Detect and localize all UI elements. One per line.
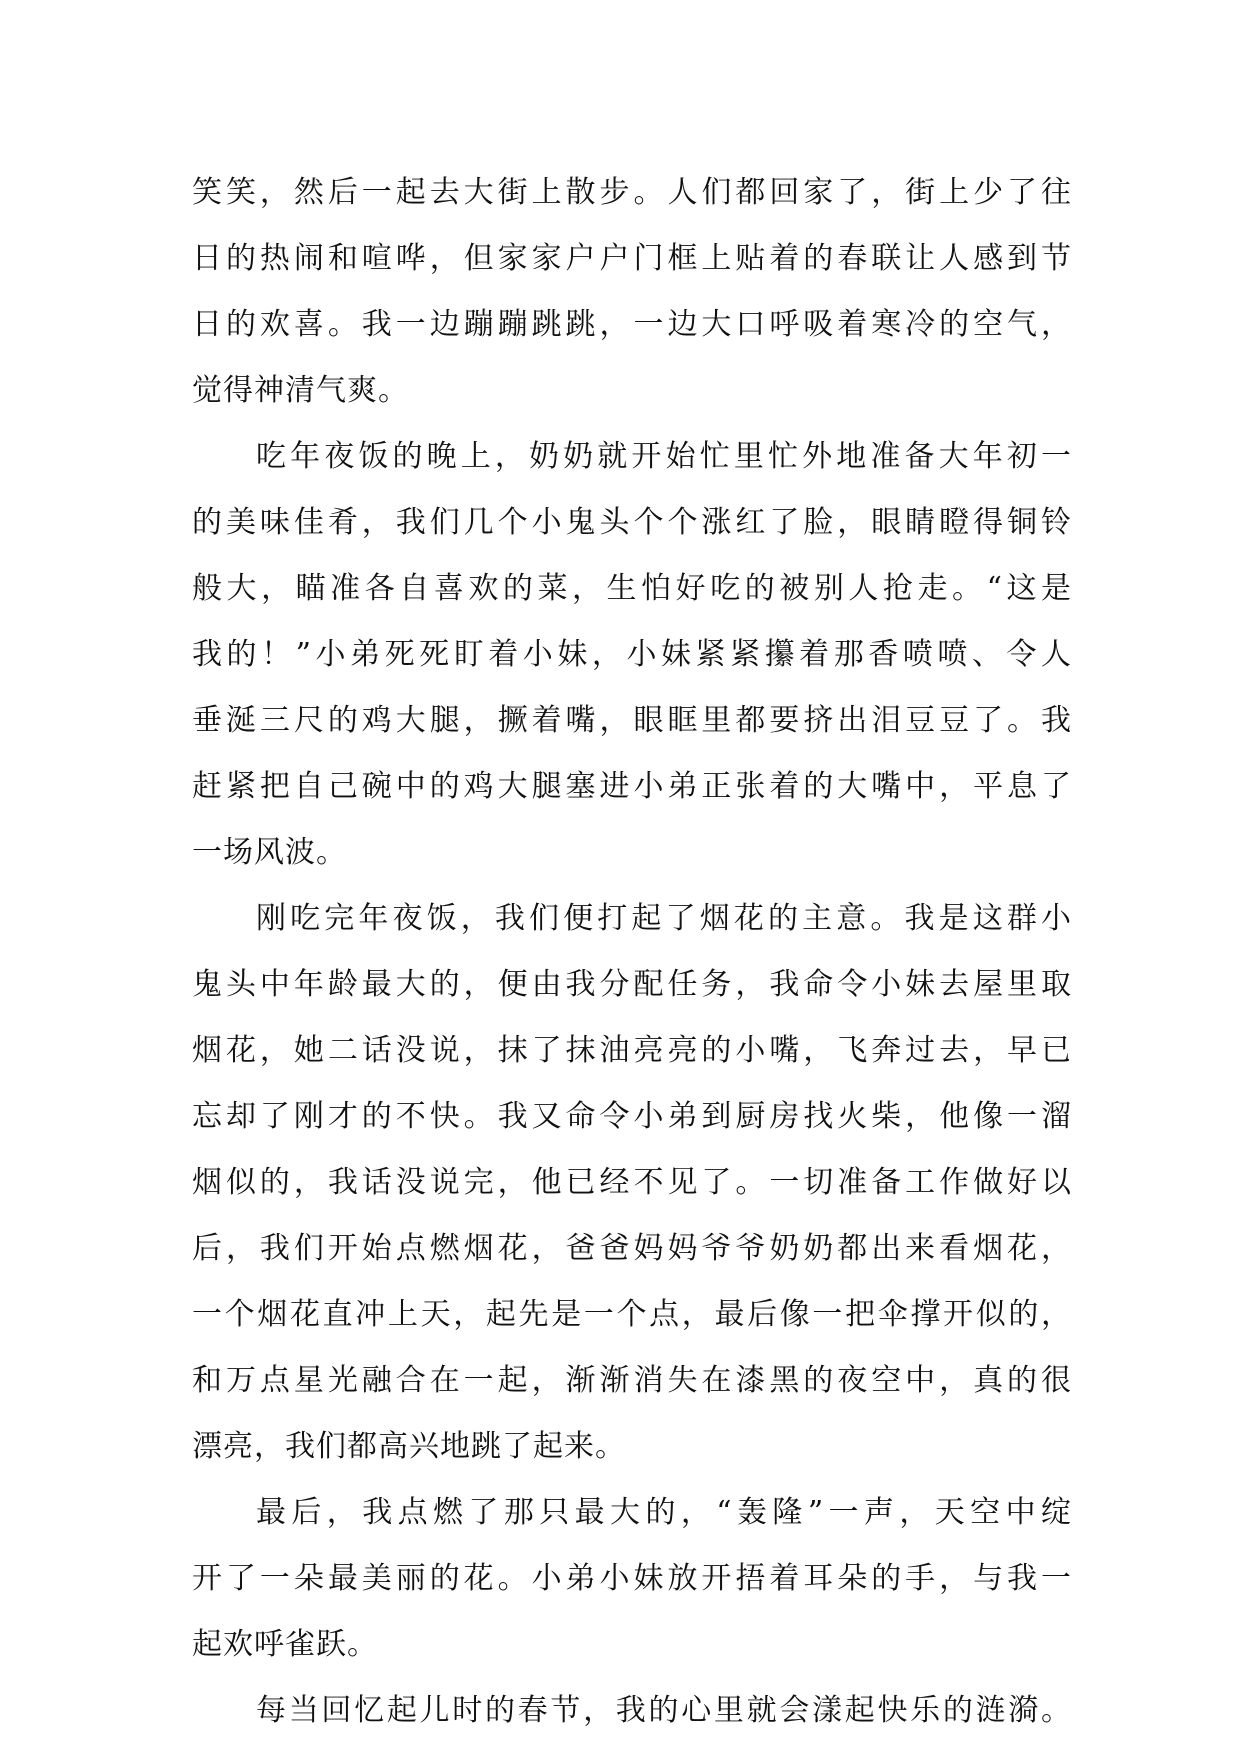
- text-line: 笑笑，然后一起去大街上散步。人们都回家了，街上少了往: [192, 175, 1072, 210]
- text-line: 和万点星光融合在一起，渐渐消失在漆黑的夜空中，真的很: [192, 1363, 1072, 1398]
- text-line: 鬼头中年龄最大的，便由我分配任务，我命令小妹去屋里取: [192, 967, 1072, 1002]
- text-line: 开了一朵最美丽的花。小弟小妹放开捂着耳朵的手，与我一: [192, 1561, 1072, 1596]
- document-body: [192, 160, 1072, 1744]
- text-line: 赶紧把自己碗中的鸡大腿塞进小弟正张着的大嘴中，平息了: [192, 769, 1072, 804]
- text-line: 烟似的，我话没说完，他已经不见了。一切准备工作做好以: [192, 1165, 1072, 1200]
- text-line: 最后，我点燃了那只最大的，“轰隆”一声，天空中绽: [256, 1495, 1072, 1530]
- text-line: 吃年夜饭的晚上，奶奶就开始忙里忙外地准备大年初一: [256, 439, 1072, 474]
- text-line: 后，我们开始点燃烟花，爸爸妈妈爷爷奶奶都出来看烟花，: [192, 1231, 1072, 1266]
- text-line: 一场风波。: [192, 835, 347, 870]
- text-line: 我的！”小弟死死盯着小妹，小妹紧紧攥着那香喷喷、令人: [192, 637, 1072, 672]
- text-line: 烟花，她二话没说，抹了抹油亮亮的小嘴，飞奔过去，早已: [192, 1033, 1072, 1068]
- text-line: 忘却了刚才的不快。我又命令小弟到厨房找火柴，他像一溜: [192, 1099, 1072, 1134]
- text-line: 起欢呼雀跃。: [192, 1627, 378, 1662]
- text-line: 刚吃完年夜饭，我们便打起了烟花的主意。我是这群小: [256, 901, 1072, 936]
- text-line: 日的欢喜。我一边蹦蹦跳跳，一边大口呼吸着寒冷的空气，: [192, 307, 1072, 342]
- text-line: 的美味佳肴，我们几个小鬼头个个涨红了脸，眼睛瞪得铜铃: [192, 505, 1072, 540]
- text-line: 漂亮，我们都高兴地跳了起来。: [192, 1429, 626, 1464]
- text-line: 每当回忆起儿时的春节，我的心里就会漾起快乐的涟漪。: [256, 1693, 1072, 1728]
- text-line: 垂涎三尺的鸡大腿，撅着嘴，眼眶里都要挤出泪豆豆了。我: [192, 703, 1072, 738]
- text-line: 般大，瞄准各自喜欢的菜，生怕好吃的被别人抢走。“这是: [192, 571, 1072, 606]
- text-line: 觉得神清气爽。: [192, 373, 409, 408]
- text-line: 日的热闹和喧哗，但家家户户门框上贴着的春联让人感到节: [192, 241, 1072, 276]
- text-line: 一个烟花直冲上天，起先是一个点，最后像一把伞撑开似的，: [192, 1297, 1072, 1332]
